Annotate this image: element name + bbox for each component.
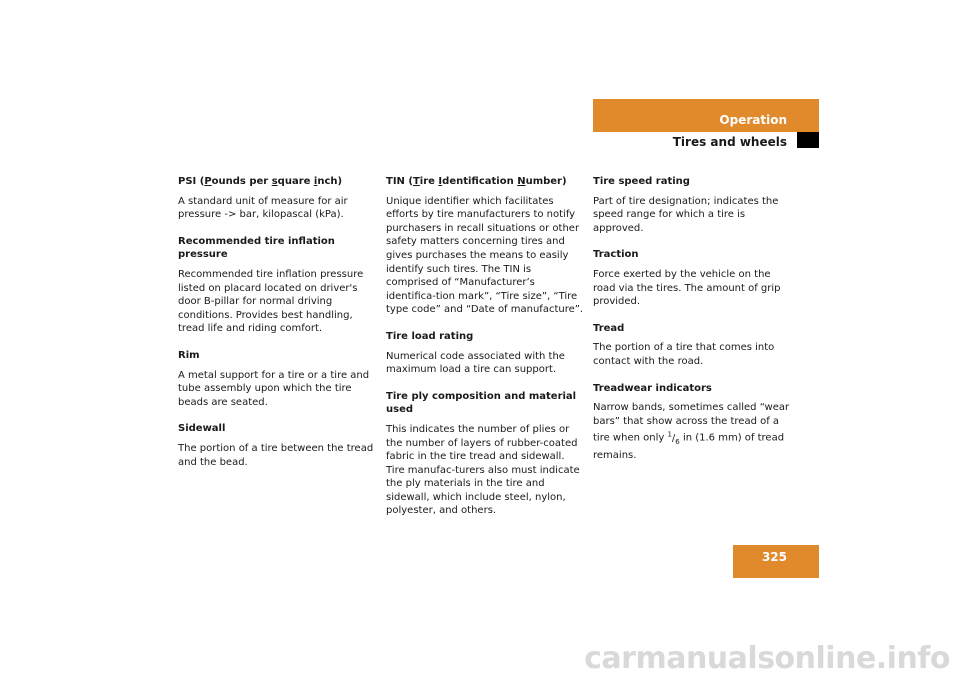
section-header xyxy=(593,99,819,132)
definition-load-rating: Numerical code associated with the maximum load a tire can support. xyxy=(386,350,565,376)
subsection-title: Tires and wheels xyxy=(672,135,787,149)
column-1 xyxy=(178,175,378,482)
definition-rim: A metal support for a tire or a tire and tube assembly upon which the tire beads are seated. xyxy=(178,369,370,408)
term-speed-rating: Tire speed rating xyxy=(593,176,690,187)
term-load-rating: Tire load rating xyxy=(386,330,474,342)
definition-psi: A standard unit of measure for air pressure -> bar, kilopascal (kPa). xyxy=(178,195,348,221)
term-tread: Tread xyxy=(593,322,625,334)
term-traction: Traction xyxy=(593,249,639,261)
term-tin: TIN (Tire Identification Number) xyxy=(386,176,567,187)
definition-sidewall: The portion of a tire between the tread and the bead. xyxy=(178,442,374,468)
definition-traction: Force exerted by the vehicle on the road via the tires. The amount of grip provided. xyxy=(593,268,781,308)
term-treadwear-indicators: Treadwear indicators xyxy=(593,382,712,394)
watermark: carmanualsonline.info xyxy=(584,641,950,676)
fraction-one-sixth: $^1/_6$ xyxy=(667,430,680,446)
term-ply-composition: Tire ply composition and material used xyxy=(386,390,577,416)
definition-speed-rating: Part of tire designation; indicates the speed range for which a tire is approved. xyxy=(593,195,779,234)
column-3 xyxy=(593,175,793,476)
term-recommended-pressure: Recommended tire inflation pressure xyxy=(178,235,335,261)
definition-tin: Unique identifier which facilitates efforts by tire manufacturers to notify purchasers in recall situations or other safety matters concerning tires and gives purchases the means to easily identify such tires. The TIN is comprised of “Manufacturer’s identifica-tion mark”, “Tire size”, “Tire type code” and “Date of manufacture”. xyxy=(386,195,584,316)
definition-treadwear-indicators: Narrow bands, sometimes called “wear bars” that show across the tread of a tire when only $^1/_6$ in (1.6 mm) of tread remains. xyxy=(593,402,790,462)
page-number: 325 xyxy=(761,550,787,564)
term-rim: Rim xyxy=(178,349,200,361)
column-2 xyxy=(386,175,586,531)
term-sidewall: Sidewall xyxy=(178,423,226,435)
section-title: Operation xyxy=(719,113,787,127)
page-number-box xyxy=(733,545,819,578)
term-psi: PSI (Pounds per square inch) xyxy=(178,176,343,187)
definition-ply-composition: This indicates the number of plies or the number of layers of rubber-coated fabric in the tire tread and sidewall. Tire manufac-turers also must indicate the ply materials in the tire and sidewall, which include steel, nylon, polyester, and others. xyxy=(386,423,580,517)
header-marker xyxy=(797,132,819,148)
definition-tread: The portion of a tire that comes into contact with the road. xyxy=(593,342,775,367)
definition-recommended-pressure: Recommended tire inflation pressure listed on placard located on driver's door B-pillar for normal driving conditions. Provides best handling, tread life and riding comfort. xyxy=(178,268,364,335)
